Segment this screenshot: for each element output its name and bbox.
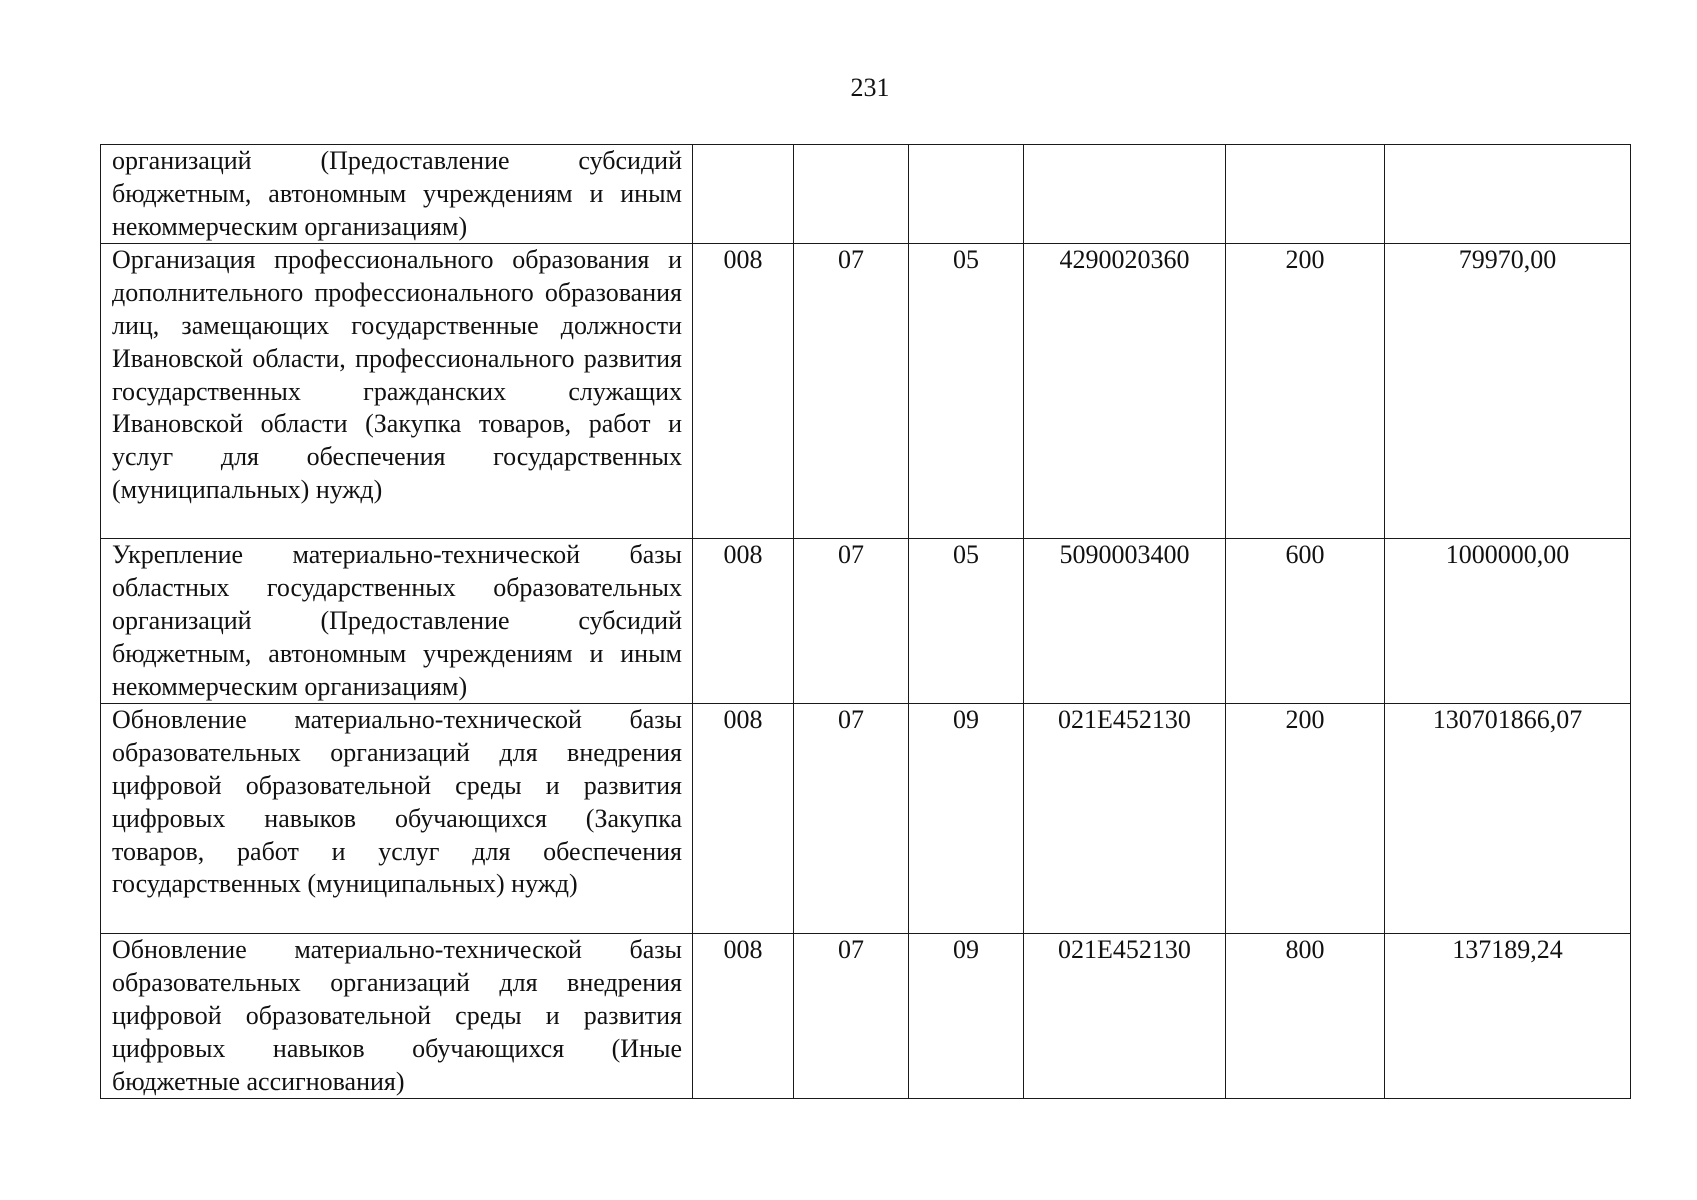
row-description: Укрепление материально-технической базы областных государственных образовательных организаций (Предоставление субсидий бюджетным, автономным учреждениям и иным некоммерческим организациям) bbox=[101, 539, 693, 704]
row-target-article: 4290020360 bbox=[1024, 244, 1226, 539]
row-admin-code: 008 bbox=[693, 934, 794, 1099]
row-subsection: 05 bbox=[909, 244, 1024, 539]
table-row bbox=[101, 145, 1631, 244]
row-amount: 137189,24 bbox=[1385, 934, 1631, 1099]
row-target-article: 021E452130 bbox=[1024, 704, 1226, 934]
row-target-article: 021E452130 bbox=[1024, 934, 1226, 1099]
row-admin-code: 008 bbox=[693, 539, 794, 704]
table-row bbox=[101, 244, 1631, 539]
row-expense-type bbox=[1226, 145, 1385, 244]
budget-table bbox=[100, 144, 1631, 1099]
row-amount bbox=[1385, 145, 1631, 244]
row-section: 07 bbox=[794, 704, 909, 934]
table-row bbox=[101, 934, 1631, 1099]
row-subsection: 09 bbox=[909, 704, 1024, 934]
row-amount: 130701866,07 bbox=[1385, 704, 1631, 934]
row-subsection: 05 bbox=[909, 539, 1024, 704]
row-description: Обновление материально-технической базы образовательных организаций для внедрения цифровой образовательной среды и развития цифровых навыков обучающихся (Закупка товаров, работ и услуг для обеспечения государственных (муниципальных) нужд) bbox=[101, 704, 693, 934]
row-admin-code: 008 bbox=[693, 704, 794, 934]
table-row bbox=[101, 704, 1631, 934]
row-description: организаций (Предоставление субсидий бюджетным, автономным учреждениям и иным некоммерческим организациям) bbox=[101, 145, 693, 244]
row-expense-type: 200 bbox=[1226, 244, 1385, 539]
row-section: 07 bbox=[794, 934, 909, 1099]
row-subsection: 09 bbox=[909, 934, 1024, 1099]
row-admin-code: 008 bbox=[693, 244, 794, 539]
row-target-article: 5090003400 bbox=[1024, 539, 1226, 704]
row-amount: 79970,00 bbox=[1385, 244, 1631, 539]
row-expense-type: 600 bbox=[1226, 539, 1385, 704]
page-number: 231 bbox=[850, 73, 890, 102]
row-target-article bbox=[1024, 145, 1226, 244]
row-subsection bbox=[909, 145, 1024, 244]
row-description: Обновление материально-технической базы образовательных организаций для внедрения цифровой образовательной среды и развития цифровых навыков обучающихся (Иные бюджетные ассигнования) bbox=[101, 934, 693, 1099]
row-amount: 1000000,00 bbox=[1385, 539, 1631, 704]
row-section: 07 bbox=[794, 244, 909, 539]
row-description: Организация профессионального образования и дополнительного профессионального образования лиц, замещающих государственные должности Ивановской области, профессионального развития государственных гражданских служащих Ивановской области (Закупка товаров, работ и услуг для обеспечения государственных (муниципальных) нужд) bbox=[101, 244, 693, 539]
table-row bbox=[101, 539, 1631, 704]
row-expense-type: 200 bbox=[1226, 704, 1385, 934]
row-admin-code bbox=[693, 145, 794, 244]
row-section: 07 bbox=[794, 539, 909, 704]
row-section bbox=[794, 145, 909, 244]
row-expense-type: 800 bbox=[1226, 934, 1385, 1099]
